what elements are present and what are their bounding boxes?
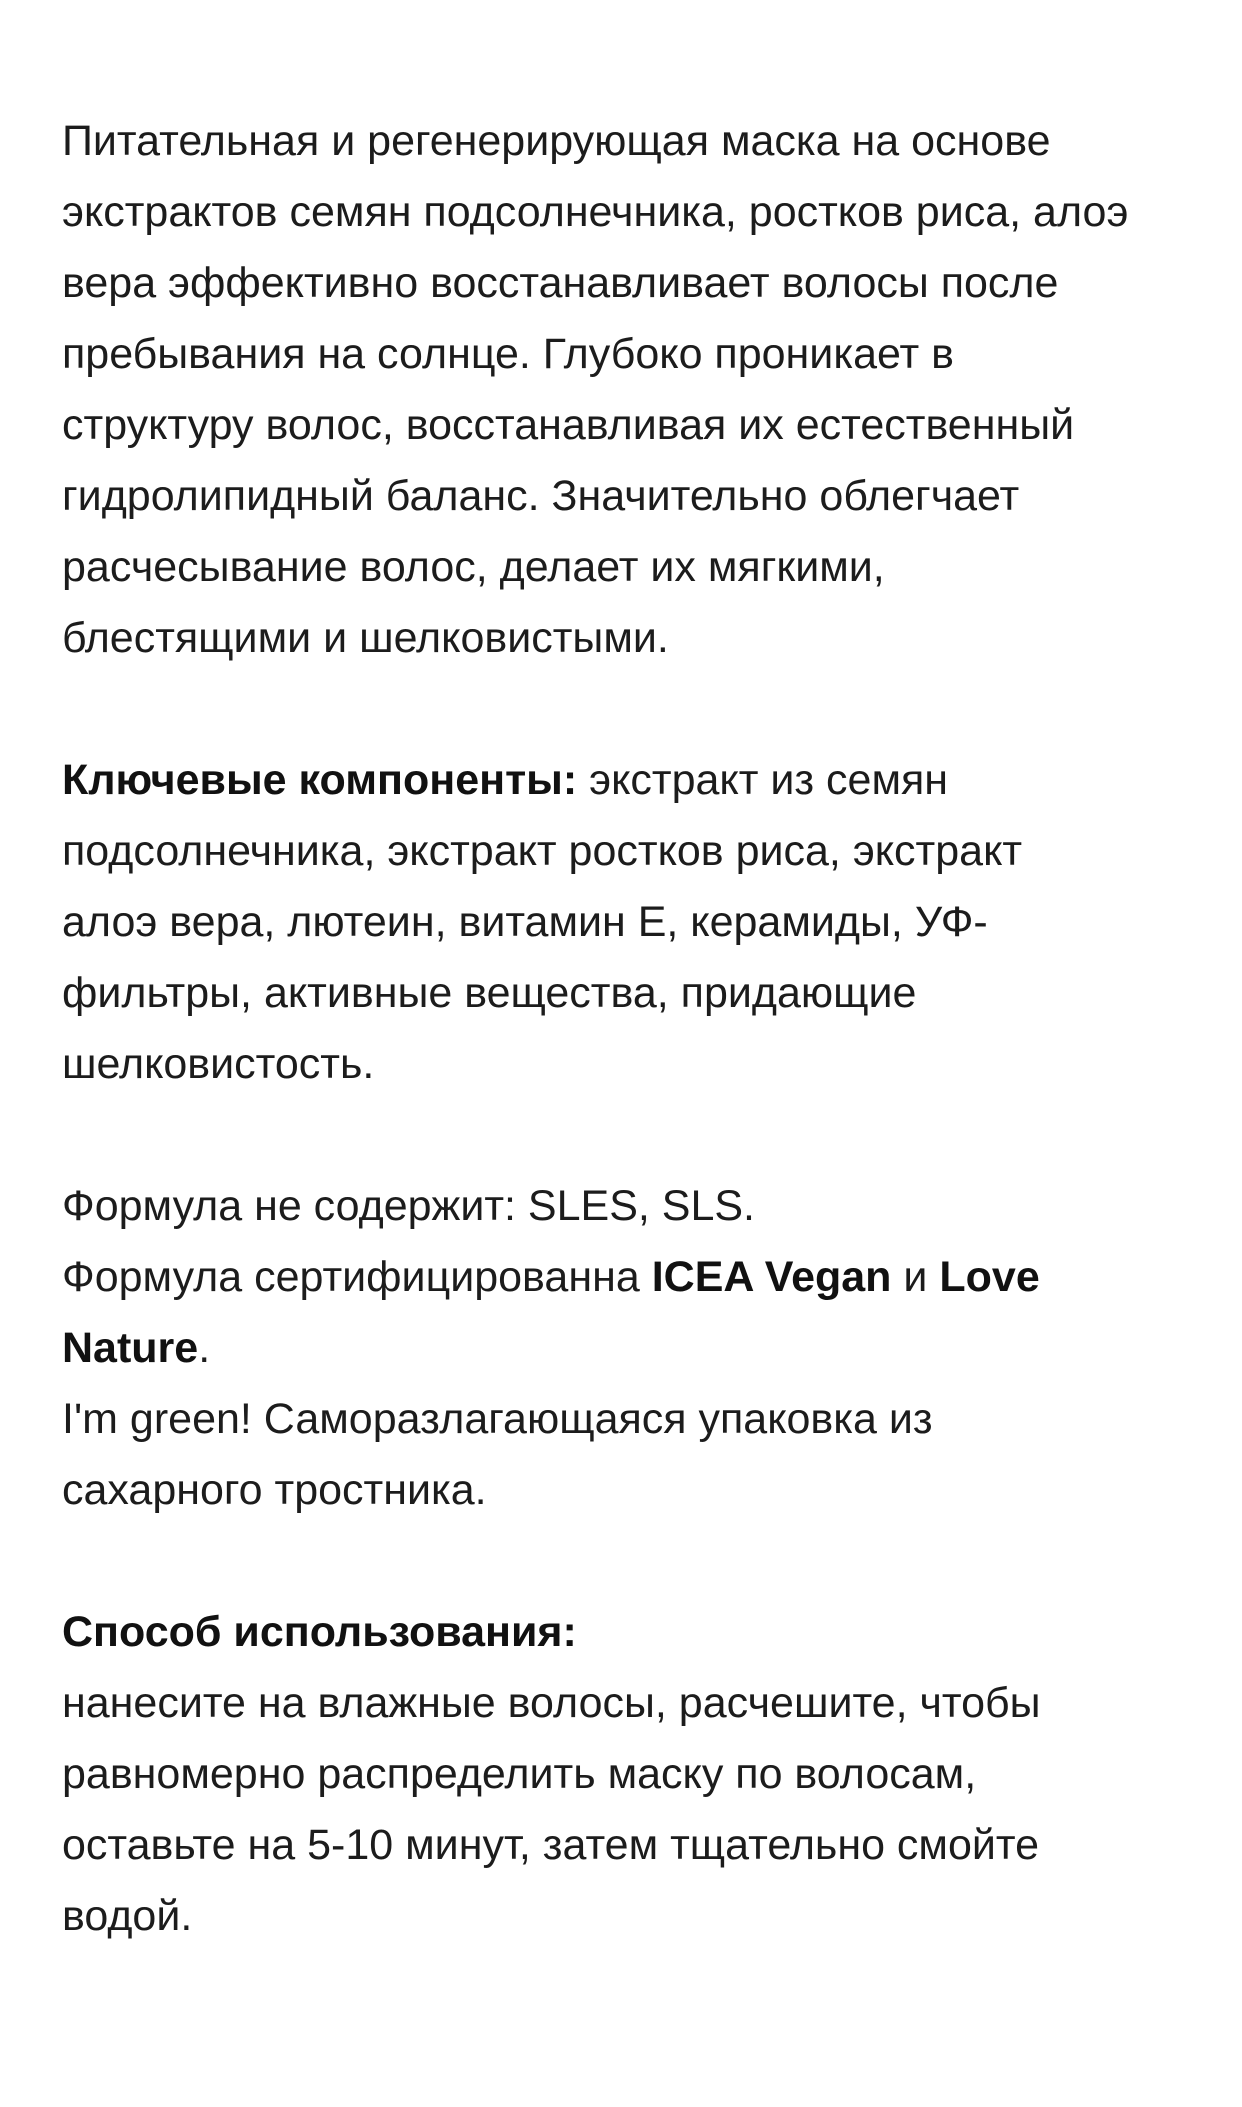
key-components-line: фильтры, активные вещества, придающие [62, 969, 917, 1017]
description-line: пребывания на солнце. Глубоко проникает в [62, 330, 954, 378]
usage-line: водой. [62, 1892, 193, 1940]
key-components-line [62, 745, 1212, 816]
formula-certification-line [62, 1242, 1212, 1313]
usage-line: равномерно распределить маску по волосам, [62, 1750, 977, 1798]
description-line: структуру волос, восстанавливая их естественный [62, 401, 1075, 449]
description-line: блестящими и шелковистыми. [62, 614, 669, 662]
formula-free-of: Формула не содержит: SLES, SLS. [62, 1182, 755, 1230]
key-components-line: алоэ вера, лютеин, витамин Е, керамиды, УФ- [62, 898, 988, 946]
certification-prefix: Формула сертифицированна [62, 1253, 652, 1301]
product-description-content [62, 106, 1212, 1952]
formula-paragraph [62, 1171, 1212, 1526]
certification-icea-vegan: ICEA Vegan [651, 1253, 892, 1301]
usage-line: оставьте на 5-10 минут, затем тщательно смойте [62, 1821, 1040, 1869]
description-line: экстрактов семян подсолнечника, ростков риса, алоэ [62, 188, 1129, 236]
description-line: расчесывание волос, делает их мягкими, [62, 543, 885, 591]
paragraph-spacer [62, 1100, 1212, 1171]
key-components-paragraph [62, 745, 1212, 1100]
description-line: гидролипидный баланс. Значительно облегчает [62, 472, 1020, 520]
paragraph-spacer [62, 674, 1212, 745]
paragraph-spacer [62, 1526, 1212, 1597]
usage-label: Способ использования: [62, 1608, 577, 1656]
certification-and: и [891, 1253, 940, 1301]
description-paragraph [62, 106, 1212, 674]
certification-love-nature-part1: Love [939, 1253, 1040, 1301]
formula-certification-line [62, 1313, 1212, 1384]
key-components-line: подсолнечника, экстракт ростков риса, экстракт [62, 827, 1023, 875]
certification-love-nature-part2: Nature [62, 1324, 199, 1372]
key-components-text: экстракт из семян [577, 756, 949, 804]
description-line: Питательная и регенерирующая маска на основе [62, 117, 1051, 165]
usage-heading [62, 1597, 1212, 1668]
usage-paragraph [62, 1597, 1212, 1952]
usage-line: нанесите на влажные волосы, расчешите, чтобы [62, 1679, 1041, 1727]
description-line: вера эффективно восстанавливает волосы после [62, 259, 1059, 307]
key-components-line: шелковистость. [62, 1040, 375, 1088]
key-components-label: Ключевые компоненты: [62, 756, 578, 804]
packaging-line: I'm green! Саморазлагающаяся упаковка из [62, 1395, 933, 1443]
packaging-line: сахарного тростника. [62, 1466, 487, 1514]
certification-period: . [198, 1324, 211, 1372]
